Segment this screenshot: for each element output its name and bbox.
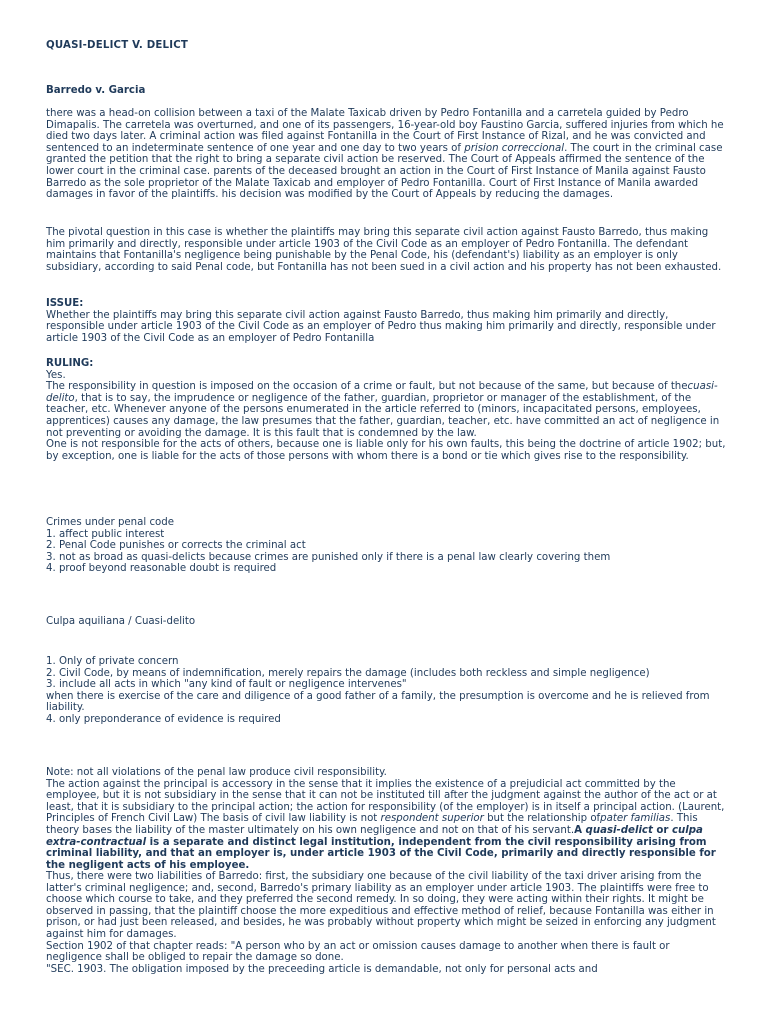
- issue-heading: ISSUE:: [46, 298, 84, 309]
- culpa-list: [46, 656, 726, 726]
- list-item: when there is exercise of the care and diligence of a good father of a family, the presumption is overcome and he is relieved from liability.: [46, 690, 710, 714]
- closing-paragraph-3: "SEC. 1903. The obligation imposed by the preceeding article is demandable, not only for personal acts and: [46, 963, 598, 975]
- note-paragraph: The action against the principal is accessory in the sense that it implies the existence of a prejudicial act committed by the employee, but it is not subsidiary in the sense that it can not be instituted till after the judgment against the author of the act or at least, that it is subsidiary to the principal action; the action for responsibility (of the employer) is in itself a principal action. (Laurent, Principles of French Civil Law) The basis of civil law liability is not respondent superior but the relationship ofpater familias. This theory bases the liability of the master ultimately on his own negligence and not on that of his servant.A quasi-delict or culpa extra-contractual is a separate and distinct legal institution, independent from the civil responsibility arising from criminal liability, and that an employer is, under article 1903 of the Civil Code, primarily and directly responsible for the negligent acts of his employee.: [46, 778, 725, 871]
- list-item: 4. proof beyond reasonable doubt is required: [46, 563, 277, 575]
- ruling-heading: RULING:: [46, 358, 94, 369]
- issue-section: [46, 298, 726, 344]
- document-title: QUASI-DELICT V. DELICT: [46, 40, 189, 51]
- ruling-section: [46, 358, 726, 462]
- facts-paragraph-2: The pivotal question in this case is whether the plaintiffs may bring this separate civil action against Fausto Barredo, thus making him primarily and directly, responsible under article 1903 of the Civil Code as an employer of Pedro Fontanilla. The defendant maintains that Fontanilla's negligence being punishable by the Penal Code, his (defendant's) liability as an employer is only subsidiary, according to said Penal code, but Fontanilla has not been sued in a civil action and his property has not been exhausted.: [46, 227, 722, 273]
- ruling-yes: Yes.: [46, 369, 66, 381]
- ruling-paragraph-2: One is not responsible for the acts of others, because one is liable only for his own faults, this being the doctrine of article 1902; but, by exception, one is liable for the acts of those persons with whom there is a bond or tie which gives rise to the responsibility.: [46, 439, 726, 462]
- closing-paragraph-2: Section 1902 of that chapter reads: "A person who by an act or omission causes damage to another when there is fault or negligence shall be obliged to repair the damage so done.: [46, 940, 670, 964]
- facts-paragraph-1: there was a head-on collision between a taxi of the Malate Taxicab driven by Pedro Fontanilla and a carretela guided by Pedro Dimapalis. The carretela was overturned, and one of its passengers, 16-year-old boy Faustino Garcia, suffered injuries from which he died two days later. A criminal action was filed against Fontanilla in the Court of First Instance of Rizal, and he was convicted and sentenced to an indeterminate sentence of one year and one day to two years of prision correccional. The court in the criminal case granted the petition that the right to bring a separate civil action be reserved. The Court of Appeals affirmed the sentence of the lower court in the criminal case. parents of the deceased brought an action in the Court of First Instance of Manila against Fausto Barredo as the sole proprietor of the Malate Taxicab and employer of Pedro Fontanilla. Court of First Instance of Manila awarded damages in favor of the plaintiffs. his decision was modified by the Court of Appeals by reducing the damages.: [46, 108, 724, 201]
- list-item: 4. only preponderance of evidence is required: [46, 713, 281, 725]
- list-item: 2. Penal Code punishes or corrects the criminal act: [46, 540, 306, 552]
- culpa-heading: Culpa aquiliana / Cuasi-delito: [46, 616, 196, 627]
- list-item: 2. Civil Code, by means of indemnification, merely repairs the damage (includes both reckless and simple negligence): [46, 667, 650, 679]
- list-item: 3. include all acts in which "any kind of fault or negligence intervenes": [46, 679, 407, 691]
- issue-text: Whether the plaintiffs may bring this separate civil action against Fausto Barredo, thus making him primarily and directly, responsible under article 1903 of the Civil Code as an employer of Pedro thus making him primarily and directly, responsible under article 1903 of the Civil Code as an employer of Pedro Fontanilla: [46, 309, 716, 344]
- note-section: [46, 767, 726, 871]
- list-item: 3. not as broad as quasi-delicts because crimes are punished only if there is a penal law clearly covering them: [46, 551, 611, 563]
- case-name: Barredo v. Garcia: [46, 85, 146, 96]
- crimes-heading: Crimes under penal code: [46, 517, 175, 528]
- closing-paragraph-1: Thus, there were two liabilities of Barredo: first, the subsidiary one because of the civil liability of the taxi driver arising from the latter's criminal negligence; and, second, Barredo's primary liability as an employer under article 1903. The plaintiffs were free to choose which course to take, and they preferred the second remedy. In so doing, they were acting within their rights. It might be observed in passing, that the plaintiff choose the more expeditious and effective method of relief, because Fontanilla was either in prison, or had just been released, and besides, he was probably without property which might be seized in enforcing any judgment against him for damages.: [46, 871, 716, 940]
- closing-section: [46, 871, 726, 975]
- crimes-list: [46, 517, 726, 575]
- list-item: 1. affect public interest: [46, 528, 165, 540]
- note-line: Note: not all violations of the penal law produce civil responsibility.: [46, 767, 387, 778]
- ruling-paragraph-1: The responsibility in question is imposed on the occasion of a crime or fault, but not because of the same, but because of thecuasi- delito, that is to say, the imprudence or negligence of the father, guardian, proprietor or manager of the establishment, of the teacher, etc. Whenever anyone of the persons enumerated in the article referred to (minors, incapacitated persons, employees, apprentices) causes any damage, the law presumes that the father, guardian, teacher, etc. have committed an act of negligence in not preventing or avoiding the damage. It is this fault that is condemned by the law.: [46, 381, 720, 439]
- list-item: 1. Only of private concern: [46, 656, 179, 667]
